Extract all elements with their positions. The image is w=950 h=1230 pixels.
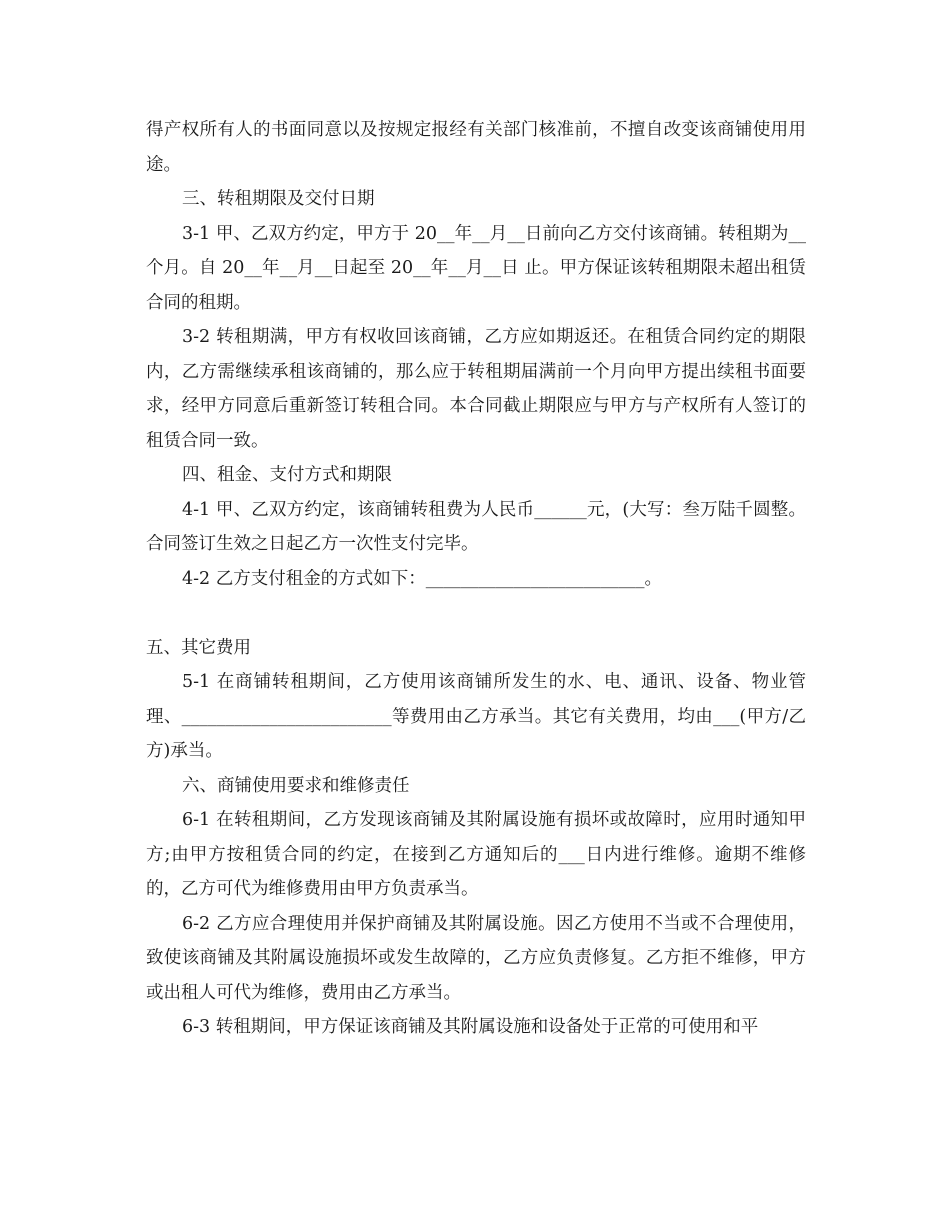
clause-6-2: 6-2 乙方应合理使用并保护商铺及其附属设施。因乙方使用不当或不合理使用，致使该商铺及其附属设施损坏或发生故障的，乙方应负责修复。乙方拒不维修，甲方或出租人可代为维修，费用由乙方承当。 (146, 913, 806, 1003)
blank-line (146, 596, 806, 631)
clause-5-1: 5-1 在商铺转租期间，乙方使用该商铺所发生的水、电、通讯、设备、物业管理、________________________等费用由乙方承当。其它有关费用，均由___(甲方/乙方)承当。 (146, 672, 806, 761)
paragraph-usage-consent: 得产权所有人的书面同意以及按规定报经有关部门核准前，不擅自改变该商铺使用用途。 (146, 120, 806, 175)
clause-6-1: 6-1 在转租期间，乙方发现该商铺及其附属设施有损坏或故障时，应用时通知甲方;由甲方按租赁合同的约定，在接到乙方通知后的___日内进行维修。逾期不维修的，乙方可代为维修费用由甲方负责承当。 (146, 810, 806, 899)
heading-use-maintenance: 六、商铺使用要求和维修责任 (182, 775, 410, 796)
clause-6-3: 6-3 转租期间，甲方保证该商铺及其附属设施和设备处于正常的可使用和平 (182, 1017, 759, 1037)
clause-4-2: 4-2 乙方支付租金的方式如下：_________________________。 (182, 568, 662, 589)
clause-3-1: 3-1 甲、乙双方约定，甲方于 20__年__月__日前向乙方交付该商铺。转租期为__个月。自 20__年__月__日起至 20__年__月__日 止。甲方保证该转租期限未超出租赁合同的租期。 (146, 223, 806, 313)
heading-rent-payment: 四、租金、支付方式和期限 (182, 465, 392, 485)
clause-3-2: 3-2 转租期满，甲方有权收回该商铺，乙方应如期返还。在租赁合同约定的期限内，乙方需继续承租该商铺的，那么应于转租期届满前一个月向甲方提出续租书面要求，经甲方同意后重新签订转租合同。本合同截止期限应与甲方与产权所有人签订的租赁合同一致。 (146, 327, 806, 451)
heading-sublease-term: 三、转租期限及交付日期 (182, 189, 375, 209)
clause-4-1: 4-1 甲、乙双方约定，该商铺转租费为人民币______元，(大写：叁万陆千圆整。合同签订生效之日起乙方一次性支付完毕。 (146, 499, 806, 554)
heading-other-fees: 五、其它费用 (146, 637, 251, 658)
document-body (146, 113, 806, 1045)
